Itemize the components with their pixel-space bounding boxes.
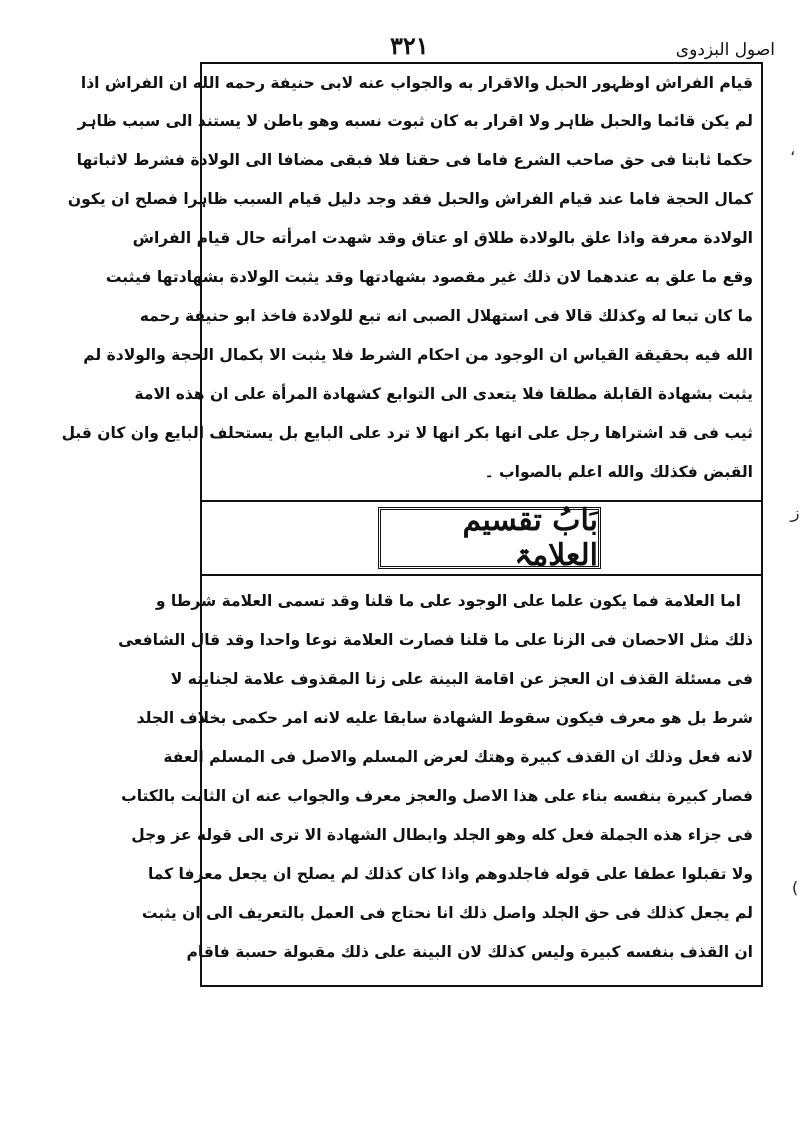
text-line: ولا تقبلوا عطفا علی قوله فاجلدوهم واذا کان کذلك لم یصلح ان یجعل معرفا کما xyxy=(147,865,753,883)
text-line: ما کان تبعا له وکذلك قالا فی استهلال الصبی انه تبع للولادة فاخذ ابو حنیفة رحمه xyxy=(139,307,753,325)
text-line: لانه فعل وذلك ان القذف کبیرة وهتك لعرض المسلم والاصل فی المسلم العفة xyxy=(163,748,753,766)
text-line: حکما ثابتا فی حق صاحب الشرع فاما فی حقنا فلا فبقی مضافا الی الولادة فشرط لاثباتها xyxy=(76,151,753,169)
text-line: قیام الفراش اوظہور الحبل والاقرار به والجواب عنه لابی حنیفة رحمه الله ان الفراش اذا xyxy=(80,74,753,92)
margin-mark: ( xyxy=(790,878,800,897)
text-line: لم یکن قائما والحبل ظاہر ولا اقرار به کان ثبوت نسبه وهو باطن لا یستند الی سبب ظاہر xyxy=(77,112,753,130)
text-line: القبض فکذلك والله اعلم بالصواب ۔ xyxy=(484,463,753,481)
text-line: ثیب فی قد اشتراها رجل علی انها بکر انها لا ترد علی البایع بل یستحلف البایع وان کان قبل xyxy=(61,424,753,442)
text-line: لم یجعل کذلك فی حق الجلد واصل ذلك انا نحتاج فی العمل بالتعریف الی ان یثبت xyxy=(141,904,753,922)
text-line: فی مسئلة القذف ان العجز عن اقامة البینة علی زنا المقذوف علامة لجنایته لا xyxy=(170,670,753,688)
text-line: ان القذف بنفسه کبیرة ولیس کذلك لان البینة علی ذلك مقبولة حسبة فاقام xyxy=(186,943,753,961)
text-line: یثبت بشهادة القابلة مطلقا فلا یتعدی الی التوابع کشهادة المرأة علی ان هذه الامة xyxy=(134,385,753,403)
text-line: فصار کبیرة بنفسه بناء علی هذا الاصل والعجز معرف والجواب عنه ان الثابت بالکتاب xyxy=(121,787,753,805)
text-line: الولادة معرفة واذا علق بالولادة طلاق او عتاق وقد شهدت امرأته حال قیام الفراش xyxy=(132,229,753,247)
chapter-heading: بَابُ تقسیم العلامۃ xyxy=(378,507,601,569)
margin-mark: ، xyxy=(788,140,798,159)
text-line: شرط بل هو معرف فیکون سقوط الشهادة سابقا علیه لانه امر حکمی بخلاف الجلد xyxy=(136,709,753,727)
text-line: الله فیه بحقیقة القیاس ان الوجود من احکام الشرط فلا یثبت الا بکمال الحجة والولادة لم xyxy=(83,346,753,364)
text-line: اما العلامة فما یکون علما علی الوجود علی ما قلنا وقد تسمی العلامة شرطا و xyxy=(155,592,741,610)
text-line: ذلك مثل الاحصان فی الزنا علی ما قلنا فصارت العلامة نوعا واحدا وقد قال الشافعی xyxy=(118,631,753,649)
divider-top xyxy=(202,500,761,502)
text-line: فی جزاء هذه الجملة فعل کله وهو الجلد وابطال الشهادة الا تری الی قوله عز وجل xyxy=(131,826,753,844)
text-frame xyxy=(61,62,763,987)
margin-mark: ز xyxy=(790,503,800,522)
text-line: وقع ما علق به عندهما لان ذلك غیر مقصود بشهادتها وقد یثبت الولادة بشهادتها فیثبت xyxy=(105,268,753,286)
page-number: ۳۲۱ xyxy=(390,31,429,60)
divider-bottom xyxy=(202,574,761,576)
text-line: کمال الحجة فاما عند قیام الفراش والحبل فقد وجد دلیل قیام السبب ظاہرا فصلح ان یکون xyxy=(67,190,753,208)
book-title: اصول البزدوی xyxy=(675,40,775,60)
page-header xyxy=(200,26,775,60)
